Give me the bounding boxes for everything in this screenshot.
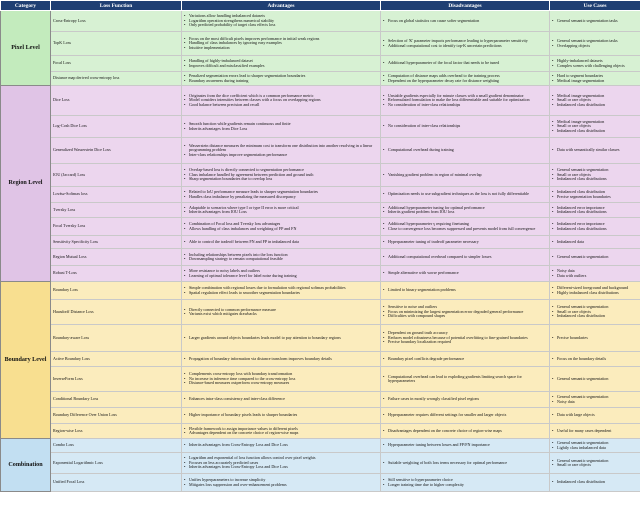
list-item: • Downsampling strategy to remain computational feasible: [184, 257, 378, 262]
list-item: • Hyperparameter requires different settings for smaller and larger objects: [383, 413, 547, 418]
list-item: • Longer training time due to higher complexity: [383, 483, 547, 488]
header-advantages: Advantages: [182, 1, 381, 11]
loss-name-cell: Exponential Logarithmic Loss: [51, 453, 182, 474]
list-item: • Smooth function while gradients remain continuous and finite: [184, 122, 378, 127]
loss-name-cell: Log-Cosh Dice Loss: [51, 116, 182, 138]
use-cases-cell: [550, 474, 640, 492]
table-row: [1, 116, 640, 138]
list-item: • Able to control the tradeoff between FN and FP in imbalanced data: [184, 240, 378, 245]
advantages-cell: [182, 249, 381, 266]
list-item: • No consideration of inter-class relationships: [383, 124, 547, 129]
list-item: • Additional computational cost to identify top-K uncertain predictions: [383, 44, 547, 49]
list-item: • Imbalanced class distributions: [552, 177, 638, 182]
list-item: • Dependent on the hyperparameter decay rate for distance weighting: [383, 79, 547, 84]
list-item: • Boundary awareness during training: [184, 79, 378, 84]
list-item: • Precise segmentation boundaries: [552, 195, 638, 200]
advantages-cell: [182, 11, 381, 32]
list-item: • General semantic segmentation: [552, 459, 638, 464]
disadvantages-cell: [381, 439, 550, 453]
disadvantages-cell: [381, 218, 550, 236]
list-item: • Hyperparameter tuning of tradeoff parameter necessary: [383, 240, 547, 245]
disadvantages-cell: [381, 164, 550, 187]
advantages-cell: [182, 266, 381, 282]
list-item: • Adaptable to scenarios where type I or type II error is more critical: [184, 206, 378, 211]
list-item: • Limited to binary segmentation problems: [383, 288, 547, 293]
list-item: • Variants exist which mitigates drawbacks: [184, 312, 378, 317]
list-item: • Wasserstein distance measures the minimum cost to transform one distribution into another resolving in a linear programming problem: [184, 144, 378, 153]
list-item: • Precise boundaries: [552, 336, 638, 341]
disadvantages-cell: [381, 352, 550, 367]
list-item: • Imbalanced error importance: [552, 206, 638, 211]
use-cases-cell: [550, 249, 640, 266]
list-item: • Only predicted probability of target class effects loss: [184, 23, 378, 28]
table-row: [1, 424, 640, 439]
list-item: • Hyperparameter tuning between losses and FP/FN importance: [383, 443, 547, 448]
loss-name-cell: Tversky Loss: [51, 203, 182, 218]
use-cases-cell: [550, 325, 640, 352]
list-item: • Class imbalance handled by agreement between prediction and ground truth: [184, 173, 378, 178]
disadvantages-cell: [381, 474, 550, 492]
list-item: • Small or rare objects: [552, 98, 638, 103]
table-row: [1, 439, 640, 453]
advantages-cell: [182, 453, 381, 474]
list-item: • Imbalanced class distribution: [552, 314, 638, 319]
disadvantages-cell: [381, 86, 550, 116]
advantages-cell: [182, 352, 381, 367]
list-item: • Higher importance of boundary pixels leads to sharper boundaries: [184, 413, 378, 418]
list-item: • Related to IoU performance measure leads to sharper segmentation boundaries: [184, 190, 378, 195]
disadvantages-cell: [381, 203, 550, 218]
list-item: • Selection of 'K' parameter impacts performance leading to hyperparameter sensitivity: [383, 39, 547, 44]
list-item: • Inherits advantages from IOU Loss: [184, 210, 378, 215]
table-row: [1, 203, 640, 218]
disadvantages-cell: [381, 249, 550, 266]
disadvantages-cell: [381, 116, 550, 138]
list-item: • Small or rare objects: [552, 173, 638, 178]
table-row: [1, 138, 640, 164]
use-cases-cell: [550, 164, 640, 187]
table-row: [1, 32, 640, 56]
list-item: • Larger gradients around objects boundaries leads model to pay attention to boundary regions: [184, 336, 378, 341]
advantages-cell: [182, 282, 381, 300]
list-item: • Reformulated formulation to make the loss differentiable and suitable for optimization: [383, 98, 547, 103]
list-item: • Logarithm operation strengthens numerical stability: [184, 19, 378, 24]
list-item: • Focus on minimizing the largest segmentation error degraded general performance: [383, 310, 547, 315]
list-item: • General semantic segmentation: [552, 377, 638, 382]
list-item: • Vanishing gradient problem in region of minimal overlap: [383, 173, 547, 178]
disadvantages-cell: [381, 300, 550, 325]
list-item: • Unstable gradients especially for minute classes with a small gradient denominator: [383, 94, 547, 99]
list-item: • Imbalanced class distributions: [552, 227, 638, 232]
loss-name-cell: Generalized Wasserstein Dice Loss: [51, 138, 182, 164]
list-item: • Data with large objects: [552, 413, 638, 418]
use-cases-cell: [550, 300, 640, 325]
loss-name-cell: Combo Loss: [51, 439, 182, 453]
loss-name-cell: Hausdorff Distance Loss: [51, 300, 182, 325]
category-cell: Pixel Level: [1, 11, 51, 86]
list-item: • Difficulties with compound shapes: [383, 314, 547, 319]
list-item: • Improves difficult and misclassified examples: [184, 64, 378, 69]
disadvantages-cell: [381, 453, 550, 474]
loss-name-cell: Boundary Difference Over Union Loss: [51, 408, 182, 424]
use-cases-cell: [550, 392, 640, 408]
list-item: • Unifies hyperparameters to increase simplicity: [184, 478, 378, 483]
disadvantages-cell: [381, 282, 550, 300]
list-item: • General semantic segmentation: [552, 255, 638, 260]
list-item: • Inherits advantages from Cross-Entropy Loss and Dice Loss: [184, 443, 378, 448]
use-cases-cell: [550, 352, 640, 367]
use-cases-cell: [550, 439, 640, 453]
list-item: • Optimization needs to use subgradient techniques as the loss is not fully differentiable: [383, 192, 547, 197]
use-cases-cell: [550, 236, 640, 249]
list-item: • Reduces model robustness because of potential overfitting to fine-grained boundaries: [383, 336, 547, 341]
advantages-cell: [182, 474, 381, 492]
list-item: • Additional hyperparameter of the focal factor that needs to be tuned: [383, 61, 547, 66]
loss-name-cell: Active Boundary Loss: [51, 352, 182, 367]
list-item: • Additional computational overhead compared to simpler losses: [383, 255, 547, 260]
category-cell: Region Level: [1, 86, 51, 282]
table-row: [1, 86, 640, 116]
category-cell: Boundary Level: [1, 282, 51, 439]
disadvantages-cell: [381, 138, 550, 164]
list-item: • Overlapping objects: [552, 44, 638, 49]
list-item: • Failure cases in mostly wrongly classified pixel regions: [383, 397, 547, 402]
table-row: [1, 474, 640, 492]
loss-name-cell: Unified Focal Loss: [51, 474, 182, 492]
advantages-cell: [182, 56, 381, 72]
disadvantages-cell: [381, 424, 550, 439]
list-item: • Simple alternative with worse performance: [383, 271, 547, 276]
list-item: • General semantic segmentation: [552, 305, 638, 310]
list-item: • Learning of optimal tolerance level for label noise during training: [184, 274, 378, 279]
list-item: • Small or rare objects: [552, 463, 638, 468]
loss-name-cell: Robust T-Loss: [51, 266, 182, 282]
category-cell: Combination: [1, 439, 51, 492]
list-item: • Additional hyperparameter γ requiring finetuning: [383, 222, 547, 227]
list-item: • Intuitive implementation: [184, 46, 378, 51]
table-row: [1, 218, 640, 236]
table-row: [1, 352, 640, 367]
list-item: • Imbalanced class distribution: [552, 103, 638, 108]
list-item: • Disadvantages dependent on the concrete choice of region-wise maps: [383, 429, 547, 434]
list-item: • Imbalanced class distribution: [552, 129, 638, 134]
use-cases-cell: [550, 56, 640, 72]
table-row: [1, 367, 640, 392]
list-item: • Penalized segmentation errors lead to sharper segmentation boundaries: [184, 74, 378, 79]
advantages-cell: [182, 424, 381, 439]
list-item: • Highly-imbalanced datasets: [552, 59, 638, 64]
list-item: • Imbalanced data: [552, 240, 638, 245]
loss-name-cell: Boundary Loss: [51, 282, 182, 300]
loss-name-cell: InverseForm Loss: [51, 367, 182, 392]
list-item: • Focuses on less accurately predicted cases: [184, 461, 378, 466]
disadvantages-cell: [381, 236, 550, 249]
list-item: • Logarithm and exponential of loss function allows control over pixel weights: [184, 456, 378, 461]
advantages-cell: [182, 408, 381, 424]
table-row: [1, 266, 640, 282]
list-item: • Useful for many cases dependent: [552, 429, 638, 434]
list-item: • Flexible framework to assign importance values to different pixels: [184, 427, 378, 432]
list-item: • Computational overhead during training: [383, 148, 547, 153]
advantages-cell: [182, 367, 381, 392]
list-item: • Close to convergence loss becomes suppressed and prevents model from full convergence: [383, 227, 547, 232]
advantages-cell: [182, 218, 381, 236]
list-item: • Hard to segment boundaries: [552, 74, 638, 79]
table-row: [1, 392, 640, 408]
table-row: [1, 164, 640, 187]
list-item: • Medical image segmentation: [552, 79, 638, 84]
list-item: • Dependent on ground truth accuracy: [383, 331, 547, 336]
disadvantages-cell: [381, 32, 550, 56]
use-cases-cell: [550, 367, 640, 392]
header-use-cases: Use Cases: [550, 1, 640, 11]
list-item: • Highly imbalanced class distributions: [552, 291, 638, 296]
table-row: [1, 236, 640, 249]
list-item: • Spatial regulation effect leads to smoother segmentation boundaries: [184, 291, 378, 296]
use-cases-cell: [550, 11, 640, 32]
list-item: • Complex scenes with challenging objects: [552, 64, 638, 69]
list-item: • Propagation of boundary information via distance transform improves boundary details: [184, 357, 378, 362]
list-item: • Good balance between precision and recall: [184, 103, 378, 108]
list-item: • Data with semantically similar classes: [552, 148, 638, 153]
advantages-cell: [182, 439, 381, 453]
advantages-cell: [182, 164, 381, 187]
loss-name-cell: Focal Tversky Loss: [51, 218, 182, 236]
disadvantages-cell: [381, 266, 550, 282]
list-item: • Including relationships between pixels into the loss function: [184, 253, 378, 258]
list-item: • Precise boundary localization required: [383, 340, 547, 345]
use-cases-cell: [550, 408, 640, 424]
loss-name-cell: Region-wise Loss: [51, 424, 182, 439]
list-item: • Sharp segmentation boundaries due to overlap loss: [184, 177, 378, 182]
table-row: [1, 408, 640, 424]
disadvantages-cell: [381, 187, 550, 203]
list-item: • Mitigates loss suppression and over-enhancement problems: [184, 483, 378, 488]
advantages-cell: [182, 116, 381, 138]
use-cases-cell: [550, 424, 640, 439]
list-item: • Handling of highly-imbalanced dataset: [184, 59, 378, 64]
list-item: • General semantic segmentation tasks: [552, 19, 638, 24]
list-item: • No increase in inference time compared to the cross-entropy loss: [184, 377, 378, 382]
loss-name-cell: TopK Loss: [51, 32, 182, 56]
list-item: • Inherits gradient problem from IOU loss: [383, 210, 547, 215]
loss-name-cell: IOU (Jaccard) Loss: [51, 164, 182, 187]
list-item: • Model considers intensities between classes with a focus on overlapping regions: [184, 98, 378, 103]
list-item: • Inherits advantages from Cross-Entropy Loss and Dice Loss: [184, 465, 378, 470]
list-item: • Imbalanced error importance: [552, 222, 638, 227]
disadvantages-cell: [381, 56, 550, 72]
list-item: • Different-sized foreground and background: [552, 286, 638, 291]
advantages-cell: [182, 392, 381, 408]
use-cases-cell: [550, 218, 640, 236]
loss-name-cell: Distance map derived cross-entropy loss: [51, 72, 182, 86]
list-item: • Noisy data: [552, 400, 638, 405]
use-cases-cell: [550, 266, 640, 282]
list-item: • Additional hyperparameter tuning for optimal performance: [383, 206, 547, 211]
disadvantages-cell: [381, 325, 550, 352]
list-item: • Suitable weighting of both loss terms necessary for optimal performance: [383, 461, 547, 466]
table-row: [1, 325, 640, 352]
list-item: • More resistance to noisy labels and outliers: [184, 269, 378, 274]
loss-name-cell: Focal Loss: [51, 56, 182, 72]
table-row: [1, 453, 640, 474]
table-row: [1, 249, 640, 266]
table-row: [1, 72, 640, 86]
list-item: • Directly connected to common performance measure: [184, 308, 378, 313]
loss-name-cell: Conditional Boundary Loss: [51, 392, 182, 408]
list-item: • Medical image segmentation: [552, 94, 638, 99]
advantages-cell: [182, 300, 381, 325]
list-item: • Originates from the dice coefficient which is a common performance metric: [184, 94, 378, 99]
list-item: • Imbalanced class distribution: [552, 480, 638, 485]
loss-name-cell: Lovász-Softmax loss: [51, 187, 182, 203]
table-header-row: [1, 1, 640, 11]
use-cases-cell: [550, 32, 640, 56]
advantages-cell: [182, 236, 381, 249]
disadvantages-cell: [381, 392, 550, 408]
list-item: • Focus on the most difficult pixels improves performance in initial weak regions: [184, 37, 378, 42]
list-item: • Boundary pixel conflicts degrade performance: [383, 357, 547, 362]
use-cases-cell: [550, 453, 640, 474]
use-cases-cell: [550, 72, 640, 86]
use-cases-cell: [550, 86, 640, 116]
list-item: • Advantages dependent on the concrete choice of region-wise maps: [184, 431, 378, 436]
header-disadvantages: Disadvantages: [381, 1, 550, 11]
advantages-cell: [182, 203, 381, 218]
list-item: • No consideration of inter-class relationships: [383, 103, 547, 108]
advantages-cell: [182, 325, 381, 352]
table-row: [1, 300, 640, 325]
loss-name-cell: Boundary-aware Loss: [51, 325, 182, 352]
list-item: • Focus on the boundary details: [552, 357, 638, 362]
list-item: • General semantic segmentation: [552, 395, 638, 400]
list-item: • Data with outliers: [552, 274, 638, 279]
loss-name-cell: Sensitivity Specificity Loss: [51, 236, 182, 249]
use-cases-cell: [550, 282, 640, 300]
table-row: [1, 282, 640, 300]
disadvantages-cell: [381, 367, 550, 392]
loss-name-cell: Region Mutual Loss: [51, 249, 182, 266]
use-cases-cell: [550, 116, 640, 138]
table-row: [1, 11, 640, 32]
disadvantages-cell: [381, 408, 550, 424]
advantages-cell: [182, 72, 381, 86]
loss-name-cell: Dice Loss: [51, 86, 182, 116]
header-loss-function: Loss Function: [51, 1, 182, 11]
list-item: • Imbalanced class distribution: [552, 190, 638, 195]
loss-name-cell: Cross-Entropy Loss: [51, 11, 182, 32]
disadvantages-cell: [381, 11, 550, 32]
list-item: • Overlap-based loss is directly connected to segmentation performance: [184, 168, 378, 173]
list-item: • Small or rare objects: [552, 310, 638, 315]
list-item: • Handling of class imbalances by ignoring easy examples: [184, 41, 378, 46]
advantages-cell: [182, 187, 381, 203]
list-item: • Small or rare objects: [552, 124, 638, 129]
list-item: • Computation of distance maps adds overhead to the training process: [383, 74, 547, 79]
list-item: • Still sensitive to hyperparameter choice: [383, 478, 547, 483]
header-category: Category: [1, 1, 51, 11]
use-cases-cell: [550, 138, 640, 164]
list-item: • General semantic segmentation: [552, 168, 638, 173]
list-item: • Variations allow handling imbalanced datasets: [184, 14, 378, 19]
list-item: • Inter-class relationships improve segmentation performance: [184, 153, 378, 158]
use-cases-cell: [550, 187, 640, 203]
advantages-cell: [182, 138, 381, 164]
advantages-cell: [182, 32, 381, 56]
list-item: • Handles class imbalance by penalizing the measured discrepancy: [184, 195, 378, 200]
list-item: • General semantic segmentation: [552, 441, 638, 446]
list-item: • Simple combination with regional losses due to formulation with regional softmax probabilities: [184, 286, 378, 291]
list-item: • Enhances intra-class consistency and inter-class difference: [184, 397, 378, 402]
list-item: • Inherits advantages from Dice Loss: [184, 127, 378, 132]
use-cases-cell: [550, 203, 640, 218]
list-item: • Lightly class imbalanced data: [552, 446, 638, 451]
list-item: • General semantic segmentation tasks: [552, 39, 638, 44]
list-item: • Sensitive to noise and outliers: [383, 305, 547, 310]
list-item: • Medical image segmentation: [552, 120, 638, 125]
list-item: • Allows handling of class imbalances and weighting of FP and FN: [184, 227, 378, 232]
disadvantages-cell: [381, 72, 550, 86]
list-item: • Complements cross-entropy loss with boundary transformation: [184, 372, 378, 377]
table-row: [1, 56, 640, 72]
list-item: • Noisy data: [552, 269, 638, 274]
advantages-cell: [182, 86, 381, 116]
list-item: • Distance-based measures outperform cross-entropy measures: [184, 381, 378, 386]
table-row: [1, 187, 640, 203]
list-item: • Imbalanced class distributions: [552, 210, 638, 215]
list-item: • Focus on global statistics can cause softer segmentation: [383, 19, 547, 24]
list-item: • Combination of Focal loss and Tversky loss advantages: [184, 222, 378, 227]
list-item: • Computational overhead can lead to exploding gradients limiting search space for hyperparameters: [383, 375, 547, 384]
